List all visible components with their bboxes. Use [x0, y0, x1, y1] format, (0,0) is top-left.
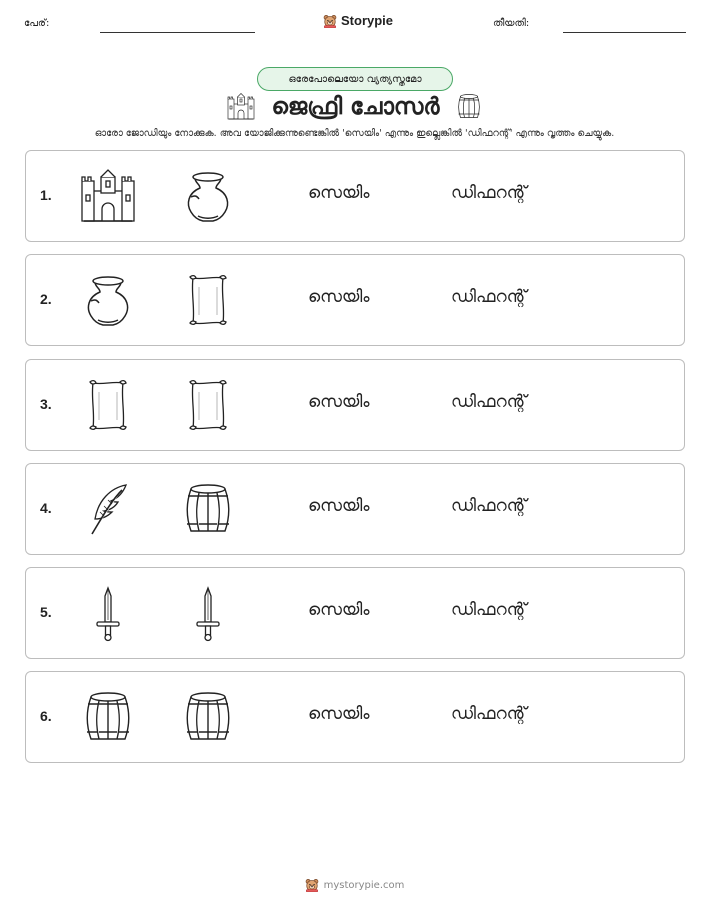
instructions: ഓരോ ജോഡിയും നോക്കുക. അവ യോജിക്കുന്നുണ്ടെങ്കിൽ 'സെയിം' എന്നും ഇല്ലെങ്കിൽ 'ഡിഫറന്റ്' എന്നും വൃത്തം ചെയ്യുക. — [94, 128, 615, 139]
page-title: ജെഫ്രി ചോസർ — [271, 94, 440, 120]
footer — [0, 878, 709, 892]
same-option[interactable]: സെയിം — [308, 287, 370, 307]
question-row — [25, 150, 685, 242]
same-option[interactable]: സെയിം — [308, 496, 370, 516]
question-row — [25, 671, 685, 763]
brand-logo — [323, 13, 393, 28]
question-number: 2. — [40, 291, 52, 307]
question-row — [25, 567, 685, 659]
name-line[interactable] — [100, 32, 255, 33]
different-option[interactable]: ഡിഫറന്റ് — [451, 392, 527, 412]
barrel-icon — [178, 482, 238, 538]
sword-icon — [178, 586, 238, 642]
different-option[interactable]: ഡിഫറന്റ് — [451, 287, 527, 307]
sword-icon — [78, 586, 138, 642]
pot-icon — [178, 169, 238, 225]
different-option[interactable]: ഡിഫറന്റ് — [451, 600, 527, 620]
scroll-icon — [178, 378, 238, 434]
question-number: 4. — [40, 500, 52, 516]
bear-icon — [323, 14, 337, 28]
title-row — [0, 90, 709, 124]
name-label: പേര്: — [24, 18, 50, 29]
barrel-icon — [178, 690, 238, 746]
same-option[interactable]: സെയിം — [308, 704, 370, 724]
date-label: തീയതി: — [493, 18, 530, 29]
castle-icon — [225, 93, 257, 121]
scroll-icon — [178, 273, 238, 329]
question-number: 6. — [40, 708, 52, 724]
feather-icon — [78, 482, 138, 538]
question-number: 3. — [40, 396, 52, 412]
castle-icon — [78, 169, 138, 225]
same-option[interactable]: സെയിം — [308, 600, 370, 620]
bear-icon — [305, 878, 319, 892]
question-row — [25, 359, 685, 451]
different-option[interactable]: ഡിഫറന്റ് — [451, 496, 527, 516]
brand-name: Storypie — [341, 13, 394, 28]
question-number: 1. — [40, 187, 52, 203]
footer-url[interactable]: mystorypie.com — [323, 879, 405, 891]
same-option[interactable]: സെയിം — [308, 183, 370, 203]
date-line[interactable] — [563, 32, 686, 33]
same-option[interactable]: സെയിം — [308, 392, 370, 412]
question-row — [25, 463, 685, 555]
scroll-icon — [78, 378, 138, 434]
barrel-icon — [78, 690, 138, 746]
different-option[interactable]: ഡിഫറന്റ് — [451, 704, 527, 724]
question-row — [25, 254, 685, 346]
different-option[interactable]: ഡിഫറന്റ് — [451, 183, 527, 203]
question-number: 5. — [40, 604, 52, 620]
barrel-icon — [454, 92, 484, 122]
pot-icon — [78, 273, 138, 329]
worksheet-type-badge: ഒരേപോലെയോ വ്യത്യസ്തമോ — [257, 67, 453, 91]
